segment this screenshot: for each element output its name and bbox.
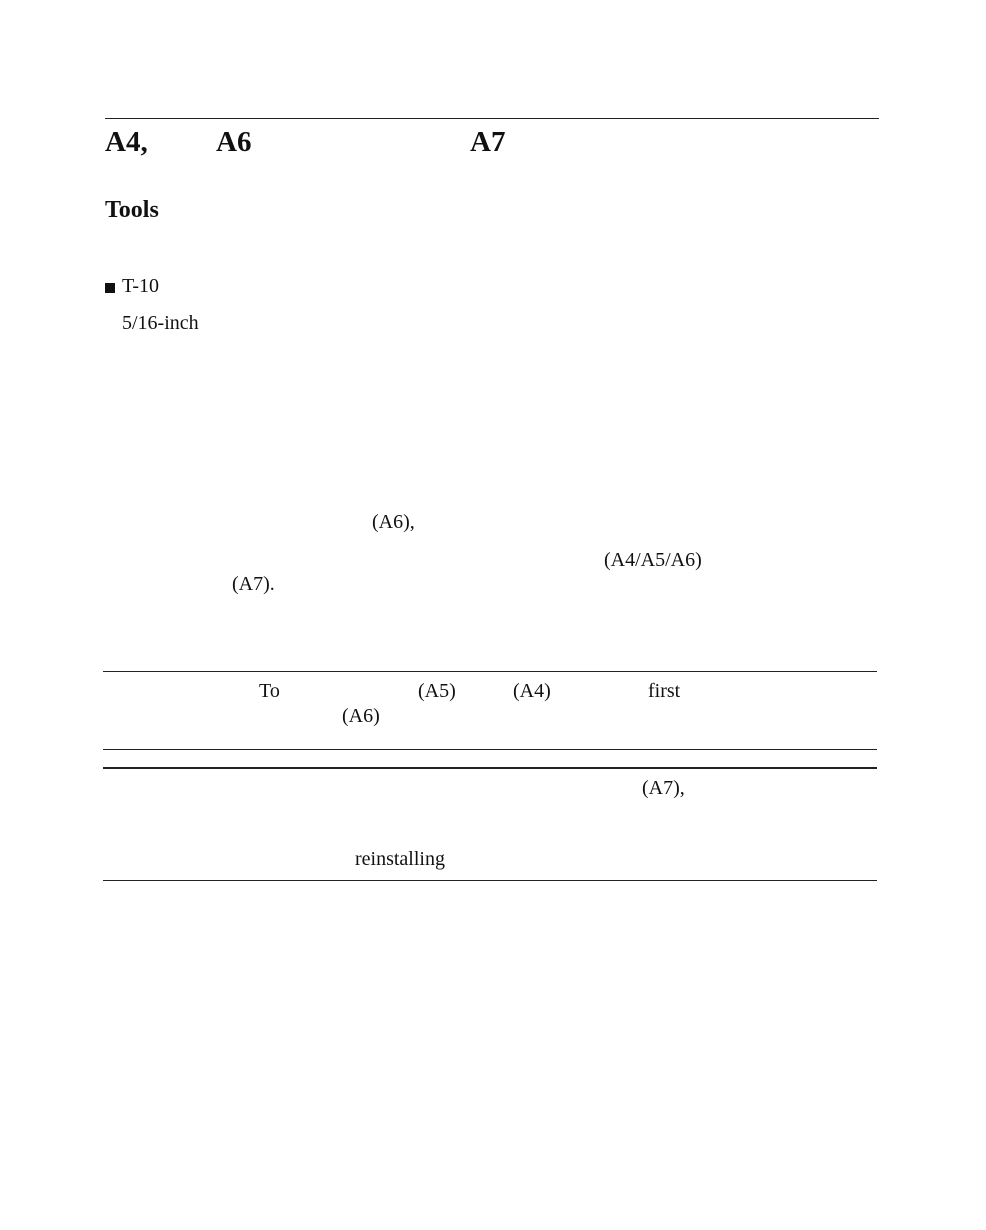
heading-part-a6: A6 bbox=[216, 126, 252, 158]
tools-heading: Tools bbox=[105, 197, 159, 223]
caution-top-rule bbox=[103, 767, 877, 769]
bullet-icon bbox=[105, 283, 115, 293]
caution-ref-a7: (A7), bbox=[642, 777, 685, 799]
caution-bottom-rule bbox=[103, 880, 877, 881]
note-bottom-rule bbox=[103, 749, 877, 750]
note-first: first bbox=[648, 680, 681, 702]
note-ref-a6: (A6) bbox=[342, 705, 380, 727]
heading-part-a7: A7 bbox=[470, 126, 506, 158]
body-ref-a7: (A7). bbox=[232, 573, 275, 595]
note-top-rule bbox=[103, 671, 877, 672]
note-to: To bbox=[259, 680, 280, 702]
note-ref-a5: (A5) bbox=[418, 680, 456, 702]
note-ref-a4: (A4) bbox=[513, 680, 551, 702]
tool-item-nut-driver: 5/16-inch bbox=[122, 312, 199, 334]
heading-part-a4: A4, bbox=[105, 126, 148, 158]
body-ref-a4-a5-a6: (A4/A5/A6) bbox=[604, 549, 702, 571]
top-rule bbox=[105, 118, 879, 119]
tool-item-t10: T-10 bbox=[122, 275, 160, 297]
caution-reinstalling: reinstalling bbox=[355, 848, 445, 870]
body-ref-a6: (A6), bbox=[372, 511, 415, 533]
